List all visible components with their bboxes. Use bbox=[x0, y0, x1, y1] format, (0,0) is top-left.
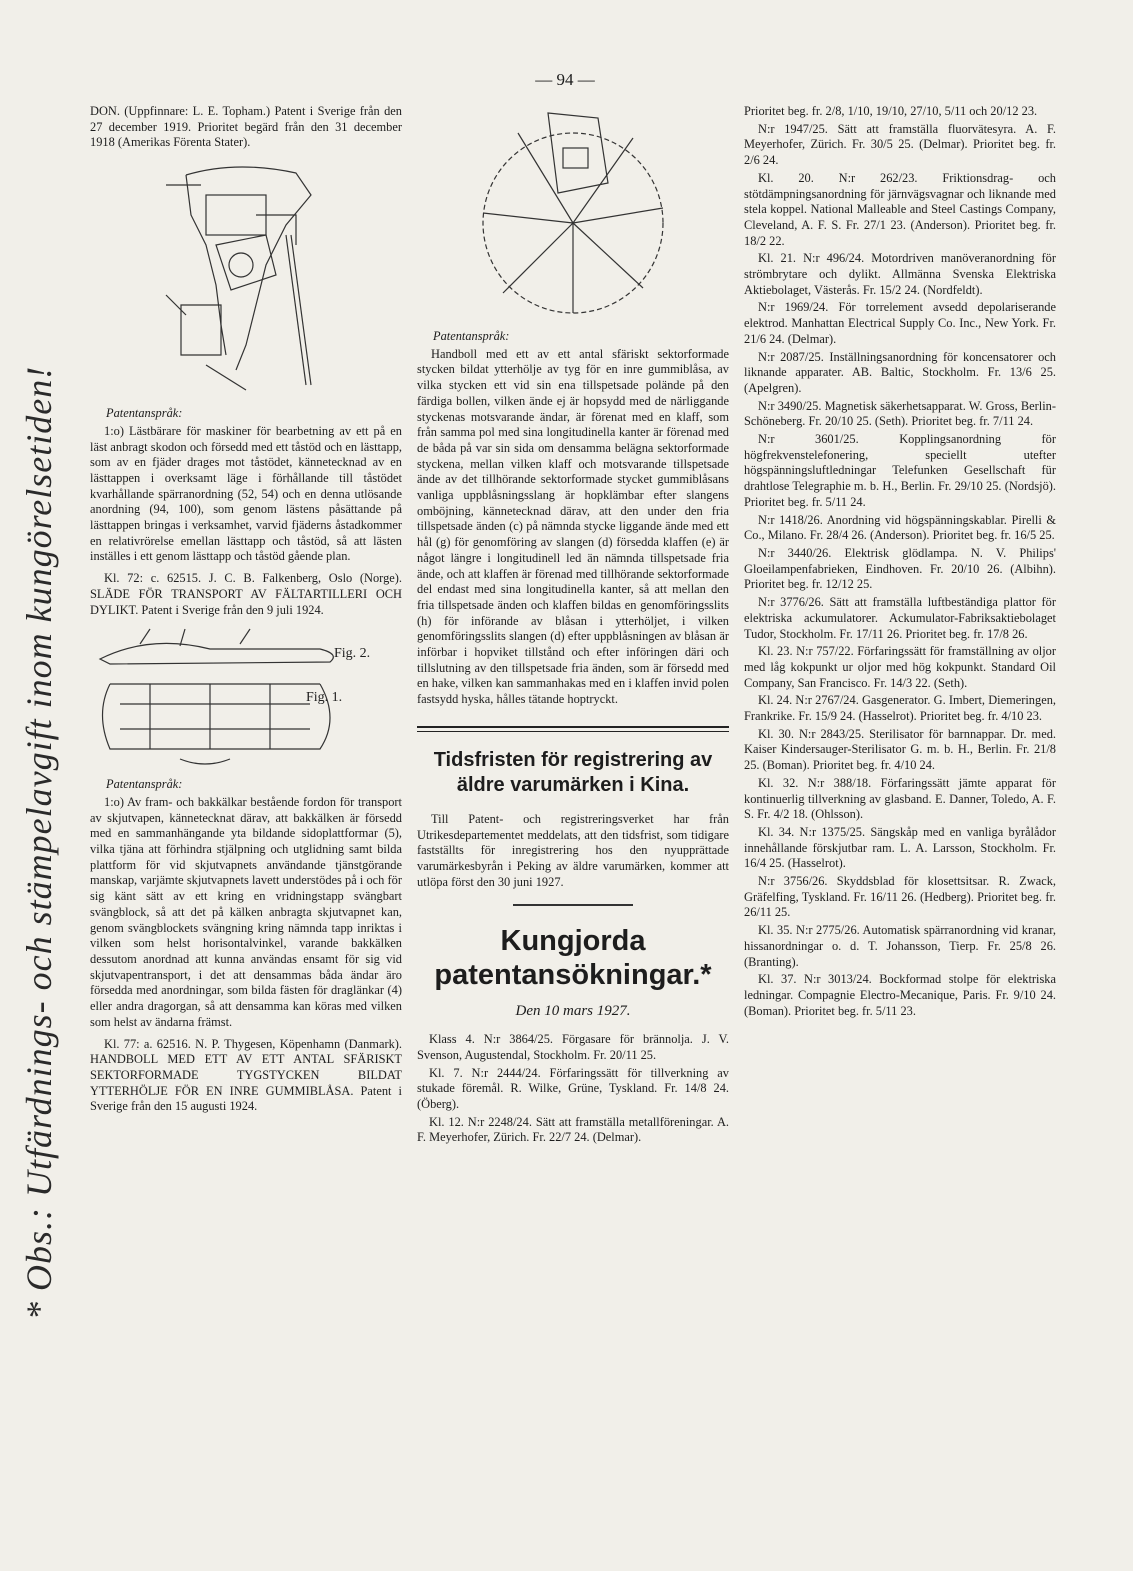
application-entry: N:r 1969/24. För torrelement avsedd depolariserande elektrod. Manhattan Electrical Supply Co. Inc., New York. Fr. 21/6 24. (Delmar). bbox=[744, 300, 1056, 346]
application-entry: N:r 2087/25. Inställningsanordning för koncensatorer och liknande apparater. AB. Baltic, Stockholm. Fr. 13/6 25. (Apelgren). bbox=[744, 349, 1056, 395]
sled-drawing bbox=[90, 624, 380, 769]
fig-2-label: Fig. 2. bbox=[334, 646, 371, 662]
application-entry: Kl. 20. N:r 262/23. Friktionsdrag- och stötdämpningsanordning för järnvägsvagnar och liknande med stela koppel. National Malleable and Steel Castings Company, Cleveland, A. F. S. Fr. 27/1 23. (Anderson). Prioritet beg. fr. 18/2 22. bbox=[744, 170, 1056, 248]
sidebar-notice: * Obs.: Utfärdnings- och stämpelavgift inom kungörelsetiden! bbox=[19, 365, 59, 1320]
handball-drawing bbox=[458, 108, 688, 323]
entry-kl-77: Kl. 77: a. 62516. N. P. Thygesen, Köpenhamn (Danmark). HANDBOLL MED ETT AV ETT ANTAL SFÄRISKT SEKTORFORMADE TYGSTYCKEN BILDAT YTTERHÖLJE FÖR EN INRE GUMMIBLÅSA. Patent i Sverige från den 15 augusti 1924. bbox=[90, 1036, 402, 1114]
application-entry: Kl. 24. N:r 2767/24. Gasgenerator. G. Imbert, Diemeringen, Frankrike. Fr. 15/9 24. (Hasselrot). Prioritet beg. fr. 4/10 23. bbox=[744, 693, 1056, 724]
application-entry: N:r 1947/25. Sätt att framställa fluorvätesyra. A. F. Meyerhofer, Zürich. Fr. 30/5 25. (Delmar). Prioritet beg. fr. 2/6 24. bbox=[744, 121, 1056, 168]
application-entry: N:r 3756/26. Skyddsblad för klosettsitsar. R. Zwack, Gräfelfing, Tyskland. Fr. 16/11 26. (Hedberg). Prioritet beg. fr. 26/11 25. bbox=[744, 874, 1056, 920]
application-entry: Kl. 7. N:r 2444/24. Förfaringssätt för tillverkning av stukade föremål. R. Wilke, Grüne, Tyskland. Fr. 14/8 24. (Öberg). bbox=[417, 1065, 729, 1111]
application-entry: N:r 3776/26. Sätt att framställa luftbeständiga plattor för elektriska ackumulatorer. Ackumulator-Fabriksaktiebolaget Tudor, Stockholm. Fr. 17/11 26. Prioritet beg. fr. 17/8 26. bbox=[744, 595, 1056, 641]
application-entry: Kl. 35. N:r 2775/26. Automatisk spärranordning vid kranar, hissanordningar o. d. T. Johansson, Tierp. Fr. 25/8 26. (Branting). bbox=[744, 923, 1056, 969]
claim-handboll: Handboll med ett av ett antal sfäriskt sektorformade stycken bildat ytterhölje av tyg för en inre gummiblåsa, av vilka stycken ett vid sin ena tillspetsade poländе på den färdiga bollen, vilken ände ej är hopsydd med de närliggande styckenas motsvarande ändar, är förenat med en klaff, som från samma pol med sina longitudinella kanter är förenad med de båda på var sin sida om densamma belägna sektorformade styckena, mellan vilken klaff och motsvarande tillspetsade ände av det tillhörande sektorformade stycket gummiblåsans vanliga uppblåsningsslang är hopklämbar efter slangens omböjning, kännetecknad därav, att den under den fria tillspetsade änden (c) på nämnda stycke liggande ände med ett hål (g) för genomföring av slangen (d) försedda klaffen (e) är något längre i longitudinell led än nämnda tillspetsade fria ände, och att klaffen är förenad med tillhörande sektorformade del endast med sina longitudinella kanter, så att mellan den fria tillspetsade änden och klaffen bildas en genomföringsslits (h) för införande av blåsan i ytterhöljet, i vilken genomföringsslits slangen (d) efter uppblåsningen av blåsan är införbar i hopviket tillstånd och efter införingen däri och tillslutning av den tillspetsade fria änden, som är försedd med en hake, vilken kan sammanhakas med en i klaffen invid polen fastsydd hyska, hålles tätande hoptryckt. bbox=[417, 346, 729, 707]
application-entry: N:r 3490/25. Magnetisk säkerhetsapparat. W. Gross, Berlin-Schöneberg. Fr. 20/10 25. (Seth). Prioritet beg. fr. 7/11 24. bbox=[744, 398, 1056, 429]
entry-kl-72: Kl. 72: c. 62515. J. C. B. Falkenberg, Oslo (Norge). SLÄDE FÖR TRANSPORT AV FÄLTARTILLERI OCH DYLIKT. Patent i Sverige från den 9 juli 1924. bbox=[90, 571, 402, 617]
shoe-last-holder-drawing bbox=[146, 155, 346, 400]
column-3 bbox=[744, 104, 1056, 1021]
heading-trademark-china: Tidsfristen för registrering av äldre varumärken i Kina. bbox=[433, 748, 713, 796]
claim-2: 1:o) Av fram- och bakkälkar bestående fordon för transport av skjutvapen, kännetecknat därav, att bakkälken är försedd med en sammanhängande yta bildande sidoplattformar (5), vilka tjäna att förhindra stjälpning och utglidning samt bilda plattform för vid skjutvapnets användande tjänstgörande manskap, varjämte skjutvapnets lavett understödes på i och för sig känt sätt av ett kring en vridningstapp svängbart svängblock, så att det på kälken anbragta skjutvapnet kan, genom svängblockets svängning kring nämnda tapp inriktas i vilken som helst horisontalvinkel, varande bakkälken dessutom anordnad att kunna användas ensamt för sig vid skjutvapentransport, i det att densammas båda ändar äro försedda med anordningar, som bilda fästen för draglänkar (4) eller andra dragorgan, så att densamma kan köras med vilken som helst av ändarna främst. bbox=[90, 794, 402, 1029]
application-entry: N:r 3440/26. Elektrisk glödlampa. N. V. Philips' Gloeilampenfabrieken, Eindhoven. Fr. 20/10 26. (Albihn). Prioritet beg. fr. 12/12 25. bbox=[744, 545, 1056, 592]
page-number: — 94 — bbox=[535, 70, 595, 89]
heading-patent-applications: Kungjorda patentansökningar.* bbox=[434, 925, 712, 992]
claim-1: 1:o) Lästbärare för maskiner för bearbetning av ett på en läst anbragt skodon och försedd med ett tåstöd och en lästtapp, som av en fjäder drages mot tåstödet, kännetecknad av en lästtappen i overksamt läge i förhållande till tåstödet kvarhållande spärranordning (52, 54) och en denna utlösande anordning (94, 100), som genom lästens påsättande på lästtappen bringas i verksamhet, varvid fjäderns åstadkommer en relativrörelse emellan lästtapp och tåstöd, så att lästen inställes i ett genom lästtapp och tåstöd gående plan. bbox=[90, 423, 402, 564]
short-divider bbox=[513, 904, 633, 906]
trademark-notice: Till Patent- och registreringsverket har från Utrikesdepartementet meddelats, att den tidsfrist, som tidigare fastställts för inregistrering hos den nyupprättade varumärkesbyrån i Peking av äldre varumärken, kommer att utlöpa först den 30 juni 1927. bbox=[417, 811, 729, 889]
application-entry: Klass 4. N:r 3864/25. Förgasare för brännolja. J. V. Svenson, Augustendal, Stockholm. Fr. 20/11 25. bbox=[417, 1032, 729, 1062]
application-entry: Kl. 32. N:r 388/18. Förfaringssätt jämte apparat för kontinuerlig tillverkning av glasband. E. Danner, Toledo, A. F. S. Fr. 4/2 18. (Ohlsson). bbox=[744, 775, 1056, 822]
application-entry: Prioritet beg. fr. 2/8, 1/10, 19/10, 27/10, 5/11 och 20/12 23. bbox=[744, 104, 1038, 118]
column-1 bbox=[90, 104, 402, 1117]
claims-label-2: Patentanspråk: bbox=[106, 777, 183, 792]
claims-label-1: Patentanspråk: bbox=[106, 406, 183, 421]
application-entry: Kl. 30. N:r 2843/25. Sterilisator för barnnappar. Dr. med. Kaiser Kindersauger-Sterilisator G. m. b. H., Berlin. Fr. 21/8 25. (Boman). Prioritet beg. fr. 4/10 24. bbox=[744, 726, 1056, 773]
announcement-date: Den 10 mars 1927. bbox=[515, 1003, 631, 1020]
application-entry: N:r 3601/25. Kopplingsanordning för högfrekvenstelefonering, speciellt utefter högspänningsluftledningar Telefunken Gesellschaft für drahtlose Telegraphie m. b. H., Berlin. Fr. 29/10 25. (Nordsjö). Prioritet beg. fr. 5/11 24. bbox=[744, 432, 1056, 509]
application-entry: Kl. 21. N:r 496/24. Motordriven manöveranordning för strömbrytare och dylikt. Allmänna Svenska Elektriska Aktiebolaget, Västerås. Fr. 15/2 24. (Nordfeldt). bbox=[744, 251, 1056, 297]
application-entry: Kl. 23. N:r 757/22. Förfaringssätt för framställning av oljor med låg kokpunkt ur oljor med hög kokpunkt. Standard Oil Company, San Francisco. Fr. 14/3 22. (Seth). bbox=[744, 644, 1056, 690]
application-entry: N:r 1418/26. Anordning vid högspänningskablar. Pirelli & Co., Milano. Fr. 28/4 26. (Anderson). Prioritet beg. fr. 16/5 25. bbox=[744, 512, 1056, 543]
claims-label-3: Patentanspråk: bbox=[433, 329, 510, 343]
section-divider bbox=[417, 726, 729, 732]
application-entry: Kl. 12. N:r 2248/24. Sätt att framställa metallföreningar. A. F. Meyerhofer, Zürich. Fr. 22/7 24. (Delmar). bbox=[417, 1114, 729, 1145]
application-entry: Kl. 34. N:r 1375/25. Sängskåp med en vanliga byrålådor innehållande förskjutbar ram. L. A. Larsson, Stockholm. Fr. 16/4 25. (Hasselrot). bbox=[744, 824, 1056, 871]
fig-1-label: Fig. 1. bbox=[306, 690, 343, 706]
patent-intro: DON. (Uppfinnare: L. E. Topham.) Patent i Sverige från den 27 december 1919. Prioritet begärd från den 31 december 1918 (Amerikas Förenta Stater). bbox=[90, 104, 402, 150]
column-2 bbox=[417, 104, 729, 1148]
application-entry: Kl. 37. N:r 3013/24. Bockformad stolpe för elektriska ledningar. Compagnie Electro-Mecanique, Paris. Fr. 9/10 24. (Boman). Prioritet beg. fr. 5/11 23. bbox=[744, 972, 1056, 1018]
